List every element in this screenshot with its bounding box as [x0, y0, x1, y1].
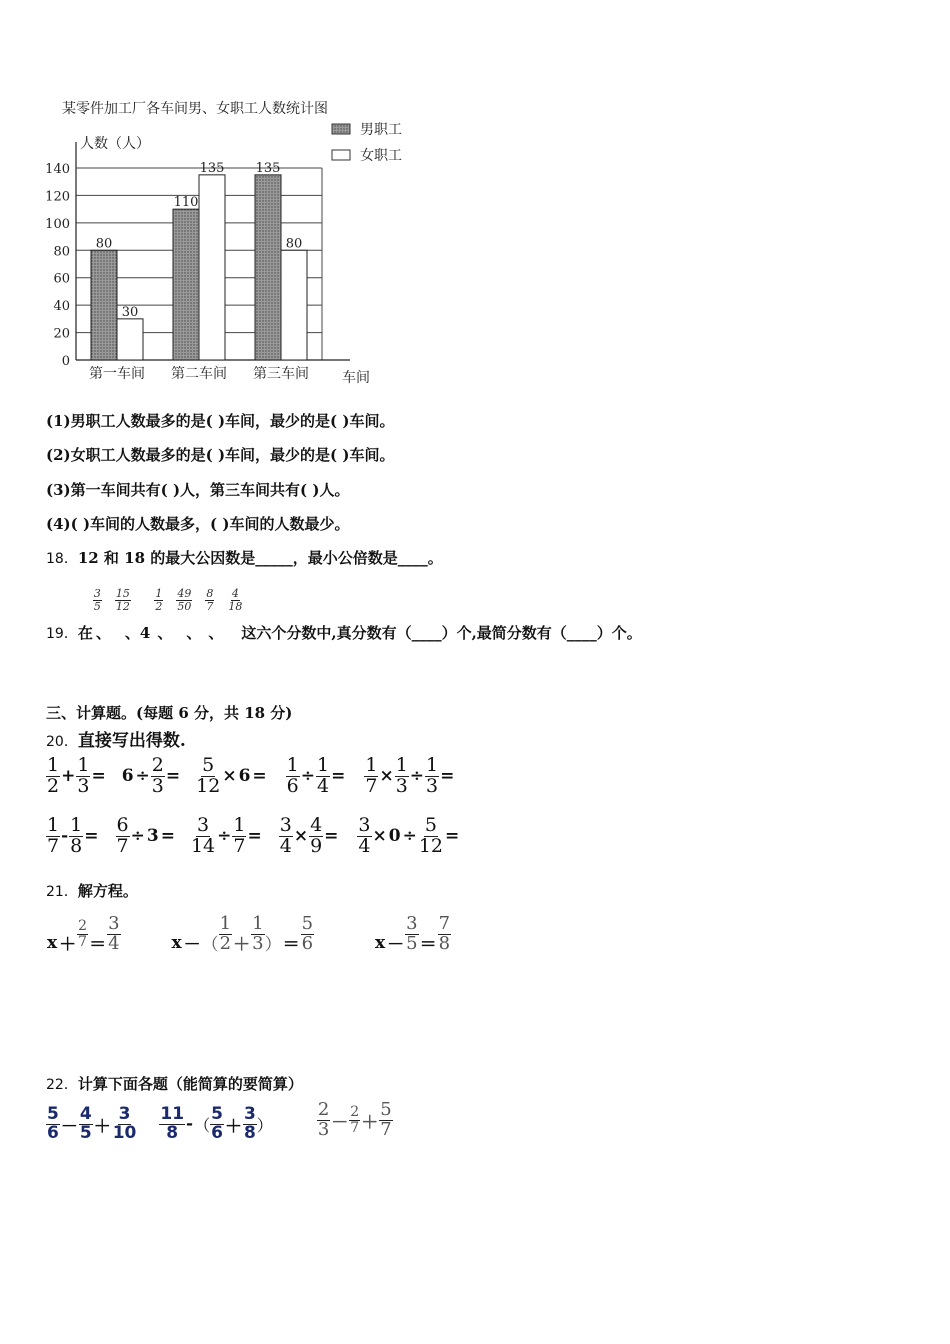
legend-female-label: 女职工: [360, 148, 402, 164]
fraction: $\frac{1}{4}$: [317, 754, 330, 797]
q19-number: 19．: [46, 625, 78, 642]
q17-part3: (3)第一车间共有( )人，第三车间共有( )人。: [46, 481, 350, 499]
bar-value-label: 30: [121, 304, 139, 320]
q20-item-5: $\frac{1}{7}$ × $\frac{1}{3}$ ÷ $\frac{1}{3}$ =: [365, 754, 455, 797]
bar-male: [255, 175, 281, 360]
q18: [46, 547, 443, 568]
fraction: $\frac{5}{6}$: [47, 1104, 59, 1143]
fraction: $\frac{1}{3}$: [252, 913, 264, 954]
bar-male: [91, 250, 117, 360]
fraction: $\frac{2}{3}$: [317, 1098, 330, 1140]
fraction: $\frac{5}{6}$: [301, 913, 314, 954]
bar-value-label: 110: [173, 195, 199, 211]
fraction: $\frac{3}{5}$: [406, 913, 418, 954]
q21-number: 21．: [46, 884, 78, 900]
bar-value-label: 80: [285, 236, 303, 252]
fraction: $\frac{5}{7}$: [380, 1098, 392, 1140]
q22-heading: [46, 1073, 303, 1094]
q19-fraction: $\frac{3}{5}$: [93, 587, 101, 613]
q20-item-8: $\frac{3}{14}$ ÷ $\frac{1}{7}$ =: [190, 814, 262, 857]
q19: [46, 588, 642, 643]
fraction: $\frac{5}{12}$: [196, 754, 221, 797]
q20-item-4: $\frac{1}{6}$ ÷ $\frac{1}{4}$ =: [286, 754, 346, 797]
q19-fraction: $\frac{15}{12}$: [115, 587, 130, 613]
chart-bars: [89, 161, 309, 382]
q21-title: 解方程。: [77, 882, 138, 900]
fraction: $\frac{3}{14}$: [190, 814, 216, 857]
fraction: $\frac{3}{4}$: [279, 814, 292, 857]
fraction: $\frac{1}{6}$: [286, 754, 299, 797]
fraction: $\frac{4}{9}$: [310, 814, 323, 857]
legend-male-label: 男职工: [360, 122, 402, 138]
q17-part1: (1)男职工人数最多的是( )车间，最少的是( )车间。: [46, 412, 395, 430]
fraction: $\frac{2}{7}$: [350, 1104, 360, 1136]
y-tick-label: 20: [53, 326, 70, 342]
q18-number: 18．: [46, 551, 78, 567]
y-tick-label: 60: [53, 271, 70, 287]
chart-title: 某零件加工厂各车间男、女职工人数统计图: [62, 101, 328, 117]
q19-sep: 、: [95, 624, 111, 642]
x-tick-label: 第二车间: [171, 366, 227, 382]
fraction: $\frac{1}{3}$: [77, 754, 90, 797]
q21-heading: [46, 880, 138, 901]
fraction: $\frac{2}{7}$: [78, 918, 88, 950]
fraction: $\frac{6}{7}$: [116, 814, 129, 857]
y-tick-label: 140: [45, 162, 70, 177]
q20-item-6: $\frac{1}{7}$ - $\frac{1}{8}$ =: [47, 814, 99, 857]
x-tick-label: 第三车间: [253, 366, 309, 382]
q20-row2: [46, 816, 460, 857]
q19-sep: 、: [186, 624, 202, 642]
q22-problems: [46, 1098, 393, 1143]
q17-part2: (2)女职工人数最多的是( )车间，最少的是( )车间。: [46, 446, 395, 464]
q19-prefix: 在: [77, 624, 93, 642]
fraction: $\frac{1}{3}$: [426, 754, 439, 797]
y-axis-label: 人数（人）: [80, 136, 150, 152]
bar-male: [173, 209, 199, 360]
fraction: $\frac{1}{8}$: [70, 814, 83, 857]
bar-female: [281, 250, 307, 360]
legend-female-swatch: [332, 150, 350, 160]
y-tick-label: 100: [45, 216, 70, 232]
q20-item-2: 6 ÷ $\frac{2}{3}$ =: [121, 754, 181, 797]
q21-eq2: x － （ $\frac{1}{2}$ ＋ $\frac{1}{3}$ ） ＝ $\frac{5}{6}$: [171, 913, 314, 955]
bar-chart: [40, 92, 430, 392]
y-tick-label: 80: [53, 244, 70, 260]
fraction: $\frac{3}{4}$: [358, 814, 371, 857]
q22-number: 22．: [46, 1077, 78, 1093]
q20-number: 20．: [46, 734, 78, 750]
q21-equations: [46, 914, 451, 955]
q20-item-10: $\frac{3}{4}$ × 0 ÷ $\frac{5}{12}$ =: [358, 814, 460, 857]
q19-fraction: $\frac{4}{18}$: [228, 587, 243, 613]
bar-female: [117, 319, 143, 360]
y-tick-label: 0: [61, 354, 70, 369]
q22-p2: $\frac{11}{8}$ - （ $\frac{5}{6}$ ＋ $\frac{3}{8}$ ）: [160, 1104, 273, 1143]
q22-p1: $\frac{5}{6}$ － $\frac{4}{5}$ ＋ $\frac{3}{10}$: [47, 1104, 137, 1143]
y-tick-label: 120: [45, 189, 70, 205]
q19-fraction: $\frac{49}{50}$: [177, 587, 192, 613]
q19-sep: 、: [208, 624, 224, 642]
q17-part4: (4)( )车间的人数最多，( )车间的人数最少。: [46, 515, 350, 533]
fraction: $\frac{1}{3}$: [395, 754, 408, 797]
bar-value-label: 135: [199, 160, 225, 176]
q22-p3: $\frac{2}{3}$ － $\frac{2}{7}$ ＋ $\frac{5}{7}$: [317, 1098, 392, 1140]
fraction: $\frac{3}{4}$: [108, 913, 120, 954]
bar-value-label: 80: [95, 236, 113, 252]
q20-item-1: $\frac{1}{2}$ + $\frac{1}{3}$ =: [47, 754, 106, 797]
q19-sep: 、: [157, 624, 173, 642]
q19-fraction: $\frac{1}{2}$: [155, 587, 163, 613]
fraction: $\frac{1}{7}$: [365, 754, 378, 797]
fraction: $\frac{3}{10}$: [112, 1104, 137, 1143]
fraction: $\frac{4}{5}$: [79, 1104, 92, 1143]
q20-item-9: $\frac{3}{4}$ × $\frac{4}{9}$ =: [279, 814, 339, 857]
bar-female: [199, 175, 225, 360]
x-tick-label: 第一车间: [89, 366, 145, 382]
fraction: $\frac{1}{2}$: [47, 754, 60, 797]
x-axis-label: 车间: [342, 370, 370, 386]
q19-fraction: $\frac{8}{7}$: [206, 587, 214, 613]
fraction: $\frac{3}{8}$: [243, 1104, 256, 1143]
q18-text: 12 和 18 的最大公因数是_____，最小公倍数是____。: [77, 549, 443, 567]
fraction: $\frac{2}{3}$: [151, 754, 164, 797]
q19-integer: 4: [139, 623, 151, 642]
q20-title: 直接写出得数.: [77, 731, 186, 751]
fraction: $\frac{1}{7}$: [233, 814, 246, 857]
q19-sep: 、: [124, 624, 140, 642]
y-tick-label: 40: [53, 299, 70, 315]
fraction: $\frac{1}{7}$: [47, 814, 60, 857]
q21-eq1: x ＋ $\frac{2}{7}$ ＝ $\frac{3}{4}$: [47, 913, 120, 955]
bar-value-label: 135: [255, 160, 281, 176]
fraction: $\frac{11}{8}$: [160, 1104, 185, 1143]
fraction: $\frac{5}{6}$: [211, 1104, 223, 1143]
fraction: $\frac{5}{12}$: [418, 814, 444, 857]
q20-row1: [46, 756, 455, 797]
section3-title: 三、计算题。(每题 6 分，共 18 分): [46, 704, 293, 722]
q20-heading: [46, 726, 186, 751]
q20-item-7: $\frac{6}{7}$ ÷ 3 =: [116, 814, 175, 857]
fraction: $\frac{7}{8}$: [438, 913, 451, 954]
legend-male-swatch: [332, 124, 350, 134]
fraction: $\frac{1}{2}$: [219, 913, 232, 954]
q22-title: 计算下面各题（能简算的要简算）: [77, 1075, 303, 1093]
q19-suffix: 这六个分数中,真分数有（____）个,最简分数有（____）个。: [241, 624, 642, 642]
q20-item-3: $\frac{5}{12}$ × 6 =: [196, 754, 267, 797]
q21-eq3: x － $\frac{3}{5}$ ＝ $\frac{7}{8}$: [375, 913, 451, 955]
